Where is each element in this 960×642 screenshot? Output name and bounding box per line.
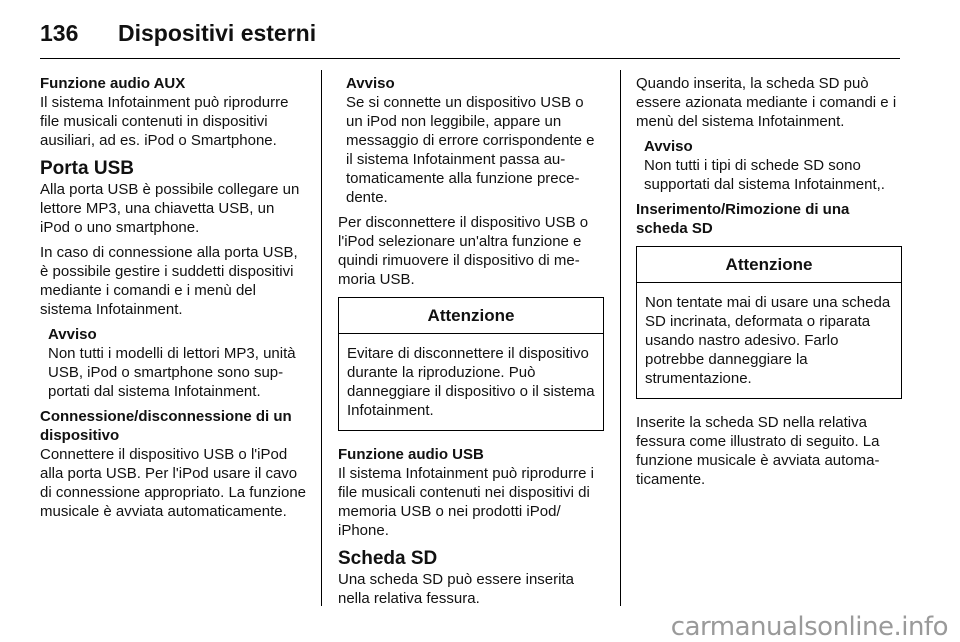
warning-box (338, 297, 604, 431)
note-text: Non tutti i modelli di lettori MP3, unità USB, iPod o smartphone sono supportati dal sistema Infotainment. (48, 345, 296, 400)
insert-remove-heading: Inserimento/Rimozione di una scheda SD (636, 201, 850, 237)
header-divider (40, 58, 900, 59)
connection-paragraph: Connettere il dispositivo USB o l'iPod alla porta USB. Per l'iPod usare il cavo di connessione appropriato. La funzione musicale è avviata automaticamente. (40, 446, 307, 520)
aux-heading: Funzione audio AUX (40, 75, 186, 92)
page-number: 136 (40, 20, 79, 46)
column-3 (636, 74, 902, 495)
note-text: Se si connette un dispositivo USB o un iPod non leggibile, appare un messaggio di errore corrispondente e il sistema Infotainment passa automaticamente alla funzione precedente. (346, 94, 595, 206)
note-box (636, 137, 902, 194)
column-1 (40, 74, 308, 527)
warning-heading: Attenzione (637, 247, 901, 283)
column-divider-2 (620, 70, 621, 606)
warning-box (636, 246, 902, 399)
warning-text: Non tentate mai di usare una scheda SD incrinata, deformata o riparata usando nastro adesivo. Farlo potrebbe danneggiare la strumentazione. (645, 294, 891, 387)
page-title: Dispositivi esterni (118, 20, 317, 46)
column-divider-1 (321, 70, 322, 606)
connection-heading: Connessione/disconnessione di un dispositivo (40, 408, 292, 444)
note-box (40, 325, 308, 401)
disconnect-paragraph: Per disconnettere il dispositivo USB o l'iPod selezionare un'altra funzione e quindi rimuovere il dispositivo di memoria USB. (338, 214, 589, 288)
sd-intro-paragraph: Quando inserita, la scheda SD può essere azionata mediante i comandi e i menù del sistema Infotainment. (636, 75, 897, 130)
aux-paragraph: Il sistema Infotainment può riprodurre file musicali contenuti in dispositivi ausiliari, ad es. iPod o Smartphone. (40, 94, 289, 149)
usb-paragraph-1: Alla porta USB è possibile collegare un lettore MP3, una chiavetta USB, un iPod o uno smartphone. (40, 181, 300, 236)
page-header (40, 18, 900, 58)
usb-audio-paragraph: Il sistema Infotainment può riprodurre i file musicali contenuti nei dispositivi di memoria USB o nei prodotti iPod/ iPhone. (338, 465, 594, 539)
watermark-logo: carmanualsonline.info (670, 612, 948, 642)
usb-paragraph-2: In caso di connessione alla porta USB, è possibile gestire i suddetti dispositivi mediante i comandi e i menù del sistema Infotainment. (40, 244, 298, 318)
insert-paragraph: Inserite la scheda SD nella relativa fessura come illustrato di seguito. La funzione musicale è avviata automaticamente. (636, 414, 880, 488)
usb-audio-heading: Funzione audio USB (338, 446, 484, 463)
note-box (338, 74, 604, 207)
warning-heading: Attenzione (339, 298, 603, 334)
column-2 (338, 74, 604, 614)
sd-card-paragraph: Una scheda SD può essere inserita nella relativa fessura. (338, 571, 574, 607)
note-heading: Avviso (48, 326, 97, 343)
usb-port-heading: Porta USB (40, 158, 134, 179)
note-heading: Avviso (644, 138, 693, 155)
note-heading: Avviso (346, 75, 395, 92)
warning-text: Evitare di disconnettere il dispositivo durante la riproduzione. Può danneggiare il dispositivo o il sistema Infotainment. (347, 345, 595, 419)
sd-card-heading: Scheda SD (338, 548, 438, 569)
note-text: Non tutti i tipi di schede SD sono supportati dal sistema Infotainment,. (644, 157, 885, 193)
